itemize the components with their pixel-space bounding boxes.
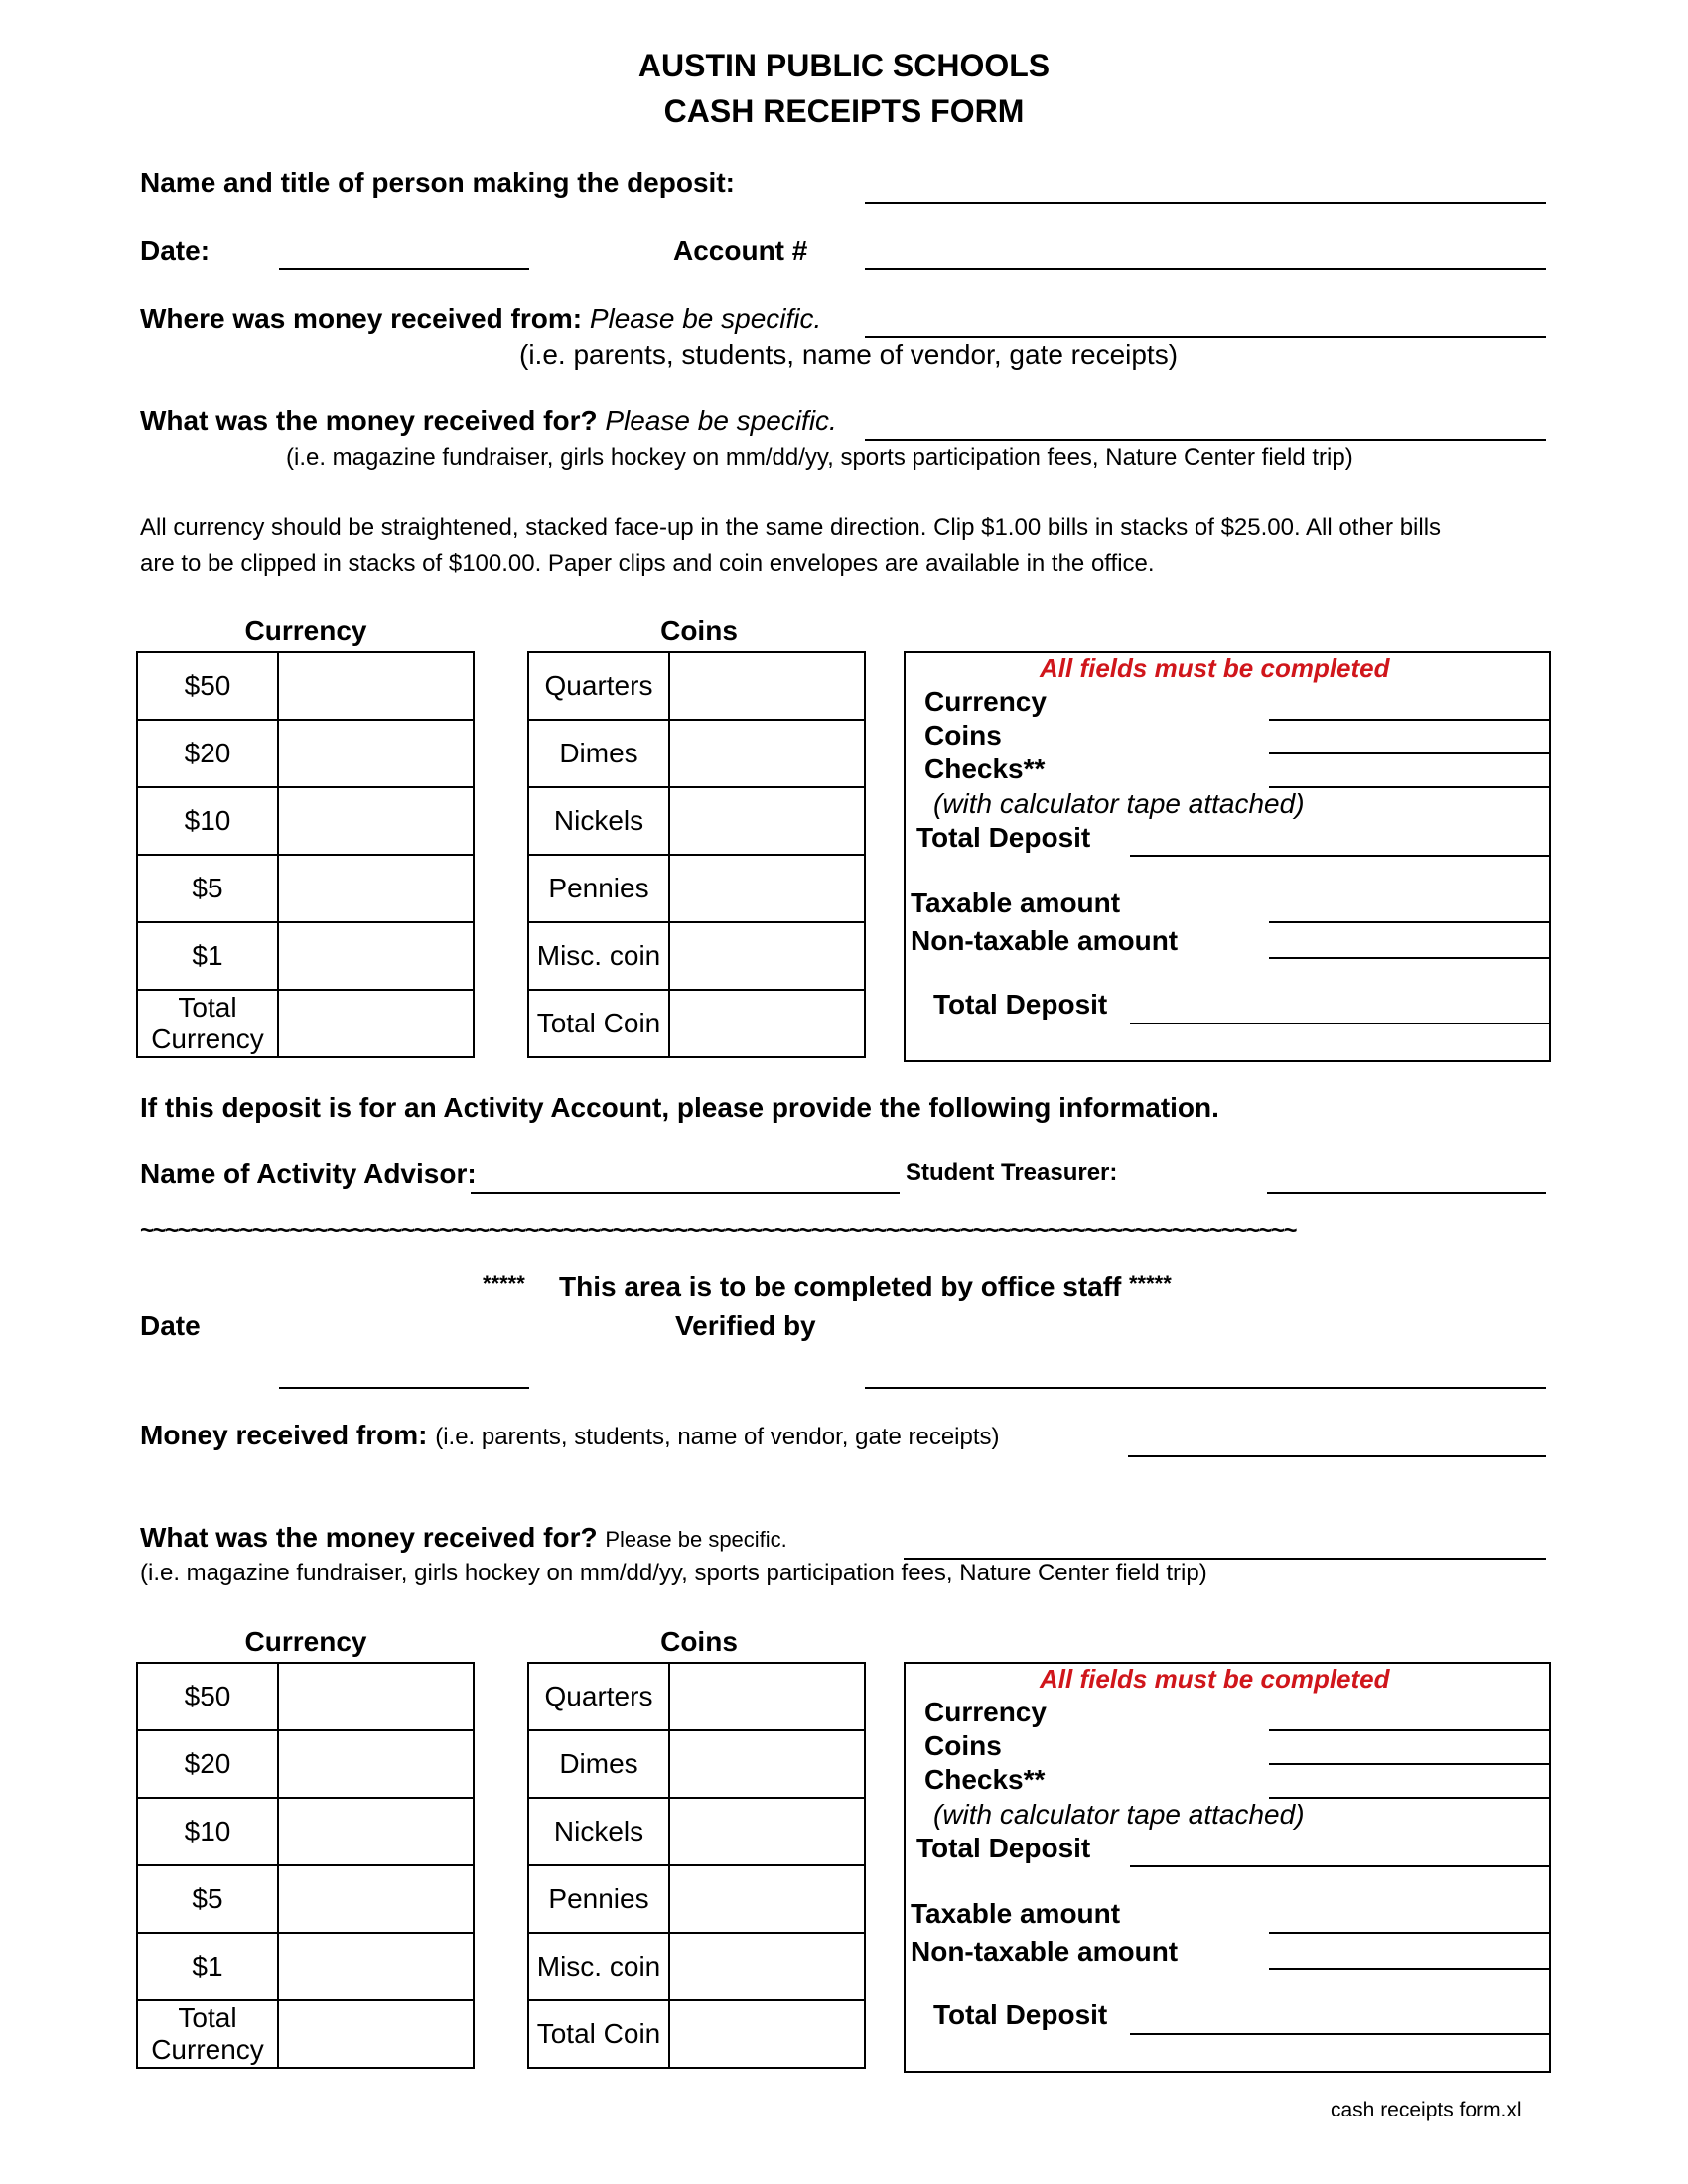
currency-amount-cell[interactable]: [278, 652, 474, 720]
office-money-from-field[interactable]: [1128, 1455, 1546, 1457]
office-money-from-label: Money received from:: [140, 1420, 428, 1450]
taxable-label: Taxable amount: [911, 1898, 1121, 1929]
currency-label: $5: [137, 1865, 278, 1933]
final-total-deposit-label: Total Deposit: [933, 1999, 1108, 2030]
currency-amount-cell[interactable]: [278, 1798, 474, 1865]
office-money-from: [140, 1420, 1000, 1451]
table-row: [528, 652, 865, 720]
student-treasurer-field[interactable]: [1267, 1192, 1546, 1194]
activity-intro: If this deposit is for an Activity Account, please provide the following information.: [140, 1092, 1219, 1123]
summary-currency-field[interactable]: [1269, 719, 1549, 721]
office-date-field[interactable]: [279, 1387, 529, 1389]
office-what-for: [140, 1522, 787, 1554]
calculator-tape-note: (with calculator tape attached): [933, 1799, 1305, 1830]
form-title-line1: AUSTIN PUBLIC SCHOOLS: [637, 48, 1051, 83]
total-currency-label: [137, 2000, 278, 2068]
coin-amount-cell[interactable]: [669, 1933, 865, 2000]
coin-amount-cell[interactable]: [669, 652, 865, 720]
summary-checks-field[interactable]: [1269, 1797, 1549, 1799]
table-row: [137, 652, 474, 720]
student-treasurer-label: Student Treasurer:: [906, 1160, 1118, 1186]
office-what-for-example: (i.e. magazine fundraiser, girls hockey on mm/dd/yy, sports participation fees, Nature Center field trip): [140, 1560, 1207, 1586]
coin-amount-cell[interactable]: [669, 720, 865, 787]
summary-currency-field[interactable]: [1269, 1729, 1549, 1731]
coin-amount-cell[interactable]: [669, 1730, 865, 1798]
table-row: [137, 990, 474, 1057]
summary-checks-field[interactable]: [1269, 786, 1549, 788]
total-currency-line2: Currency: [151, 1024, 264, 1054]
coin-label: Quarters: [528, 652, 669, 720]
coin-amount-cell[interactable]: [669, 787, 865, 855]
coin-amount-cell[interactable]: [669, 855, 865, 922]
coin-label: Dimes: [528, 1730, 669, 1798]
office-money-from-example: (i.e. parents, students, name of vendor, gate receipts): [435, 1424, 1000, 1450]
table-row: [137, 855, 474, 922]
deposit-summary-box: [904, 651, 1551, 1062]
currency-amount-cell[interactable]: [278, 720, 474, 787]
total-currency-line1: Total: [178, 992, 237, 1023]
currency-amount-cell[interactable]: [278, 1730, 474, 1798]
table-row: [137, 1933, 474, 2000]
stars-right: *****: [1129, 1271, 1172, 1296]
office-coins-table: [527, 1662, 866, 2069]
activity-advisor-label: Name of Activity Advisor:: [140, 1159, 477, 1189]
office-date-label: Date: [140, 1310, 201, 1341]
currency-label: $1: [137, 1933, 278, 2000]
table-row: [528, 1730, 865, 1798]
date-label: Date:: [140, 235, 211, 266]
non-taxable-field[interactable]: [1269, 957, 1549, 959]
currency-label: $20: [137, 1730, 278, 1798]
table-row: [528, 990, 865, 1057]
office-heading: This area is to be completed by office staff: [559, 1271, 1122, 1301]
currency-label: $10: [137, 1798, 278, 1865]
currency-table: [136, 651, 475, 1058]
coin-label: Misc. coin: [528, 922, 669, 990]
currency-amount-cell[interactable]: [278, 922, 474, 990]
summary-currency-label: Currency: [924, 1697, 1047, 1727]
instructions-line1: All currency should be straightened, stacked face-up in the same direction. Clip $1.00 bills in stacks of $25.00. All other bills: [140, 514, 1442, 541]
currency-label: $50: [137, 1663, 278, 1730]
account-field[interactable]: [865, 268, 1546, 270]
where-from-label: [140, 303, 821, 335]
table-row: [137, 1663, 474, 1730]
what-for-example: (i.e. magazine fundraiser, girls hockey on mm/dd/yy, sports participation fees, Nature Center field trip): [286, 444, 1353, 471]
total-currency-cell[interactable]: [278, 990, 474, 1057]
office-what-for-label: What was the money received for?: [140, 1522, 598, 1553]
summary-total-deposit-label: Total Deposit: [916, 822, 1091, 853]
table-row: [528, 1865, 865, 1933]
table-row: [137, 922, 474, 990]
verified-by-field[interactable]: [865, 1387, 1546, 1389]
where-from-field[interactable]: [865, 336, 1546, 338]
summary-total-deposit-field[interactable]: [1130, 855, 1549, 857]
summary-coins-label: Coins: [924, 1730, 1002, 1761]
where-from-text: Where was money received from:: [140, 303, 583, 334]
total-currency-cell[interactable]: [278, 2000, 474, 2068]
taxable-field[interactable]: [1269, 921, 1549, 923]
coin-amount-cell[interactable]: [669, 1798, 865, 1865]
activity-advisor-field[interactable]: [471, 1192, 900, 1194]
non-taxable-label: Non-taxable amount: [911, 925, 1179, 956]
currency-amount-cell[interactable]: [278, 1865, 474, 1933]
summary-total-deposit-field[interactable]: [1130, 1865, 1549, 1867]
coin-label: Total Coin: [528, 990, 669, 1057]
summary-currency-label: Currency: [924, 686, 1047, 717]
total-currency-line2: Currency: [151, 2034, 264, 2065]
table-row: [528, 787, 865, 855]
summary-coins-label: Coins: [924, 720, 1002, 751]
table-row: [528, 922, 865, 990]
summary-checks-label: Checks**: [924, 1764, 1046, 1795]
currency-label: $50: [137, 652, 278, 720]
table-row: [137, 787, 474, 855]
currency-label: $1: [137, 922, 278, 990]
name-title-field[interactable]: [865, 202, 1546, 204]
final-total-deposit-field[interactable]: [1130, 1023, 1549, 1024]
table-row: [528, 720, 865, 787]
taxable-field[interactable]: [1269, 1932, 1549, 1934]
what-for-field[interactable]: [865, 439, 1546, 441]
summary-coins-field[interactable]: [1269, 1763, 1549, 1765]
final-total-deposit-field[interactable]: [1130, 2033, 1549, 2035]
coins-table: [527, 651, 866, 1058]
final-total-deposit-label: Total Deposit: [933, 989, 1108, 1020]
currency-amount-cell[interactable]: [278, 855, 474, 922]
table-row: [137, 1798, 474, 1865]
coin-label: Pennies: [528, 1865, 669, 1933]
verified-by-label: Verified by: [675, 1310, 816, 1341]
form-title-line2: CASH RECEIPTS FORM: [663, 93, 1025, 129]
what-for-label: [140, 405, 837, 437]
summary-coins-field[interactable]: [1269, 752, 1549, 754]
coins-header: Coins: [660, 1626, 738, 1657]
currency-amount-cell[interactable]: [278, 787, 474, 855]
coins-header: Coins: [660, 615, 738, 646]
taxable-label: Taxable amount: [911, 887, 1121, 918]
coin-label: Dimes: [528, 720, 669, 787]
table-row: [528, 1798, 865, 1865]
coin-label: Nickels: [528, 1798, 669, 1865]
table-row: [137, 1865, 474, 1933]
coin-amount-cell[interactable]: [669, 922, 865, 990]
footer-filename: cash receipts form.xl: [1331, 2099, 1522, 2121]
coin-label: Total Coin: [528, 2000, 669, 2068]
table-row: [528, 855, 865, 922]
summary-total-deposit-label: Total Deposit: [916, 1833, 1091, 1863]
table-row: [528, 2000, 865, 2068]
table-row: [137, 2000, 474, 2068]
currency-label: $5: [137, 855, 278, 922]
what-for-text: What was the money received for?: [140, 405, 598, 436]
stars-left: *****: [483, 1271, 525, 1296]
office-what-for-specific: Please be specific.: [605, 1527, 787, 1552]
table-row: [528, 1933, 865, 2000]
currency-label: $20: [137, 720, 278, 787]
name-title-label: Name and title of person making the deposit:: [140, 167, 735, 198]
total-coin-cell[interactable]: [669, 990, 865, 1057]
required-warning: All fields must be completed: [1040, 653, 1390, 683]
table-row: [137, 1730, 474, 1798]
account-label: Account #: [673, 235, 808, 266]
total-currency-line1: Total: [178, 2002, 237, 2033]
currency-header: Currency: [244, 615, 367, 646]
coin-label: Pennies: [528, 855, 669, 922]
tilde-divider: ~~~~~~~~~~~~~~~~~~~~~~~~~~~~~~~~~~~~~~~~~~~~~~~~~~~~~~~~~~~~~~~~~~~~~~~~~~~~~~~~~~~~~~~~~~~~~: [140, 1217, 1296, 1244]
total-coin-cell[interactable]: [669, 2000, 865, 2068]
instructions-line2: are to be clipped in stacks of $100.00. Paper clips and coin envelopes are available in the office.: [140, 550, 1155, 577]
coin-label: Quarters: [528, 1663, 669, 1730]
currency-amount-cell[interactable]: [278, 1663, 474, 1730]
coin-amount-cell[interactable]: [669, 1663, 865, 1730]
calculator-tape-note: (with calculator tape attached): [933, 788, 1305, 819]
coin-label: Nickels: [528, 787, 669, 855]
non-taxable-label: Non-taxable amount: [911, 1936, 1179, 1967]
date-field[interactable]: [279, 268, 529, 270]
total-currency-label: [137, 990, 278, 1057]
summary-checks-label: Checks**: [924, 753, 1046, 784]
where-from-specific: Please be specific.: [589, 303, 822, 334]
coin-label: Misc. coin: [528, 1933, 669, 2000]
where-from-example: (i.e. parents, students, name of vendor, gate receipts): [519, 340, 1179, 370]
currency-amount-cell[interactable]: [278, 1933, 474, 2000]
coin-amount-cell[interactable]: [669, 1865, 865, 1933]
table-row: [528, 1663, 865, 1730]
required-warning: All fields must be completed: [1040, 1664, 1390, 1694]
office-currency-table: [136, 1662, 475, 2069]
table-row: [137, 720, 474, 787]
currency-label: $10: [137, 787, 278, 855]
currency-header: Currency: [244, 1626, 367, 1657]
what-for-specific: Please be specific.: [605, 405, 837, 436]
office-deposit-summary-box: [904, 1662, 1551, 2073]
non-taxable-field[interactable]: [1269, 1968, 1549, 1970]
